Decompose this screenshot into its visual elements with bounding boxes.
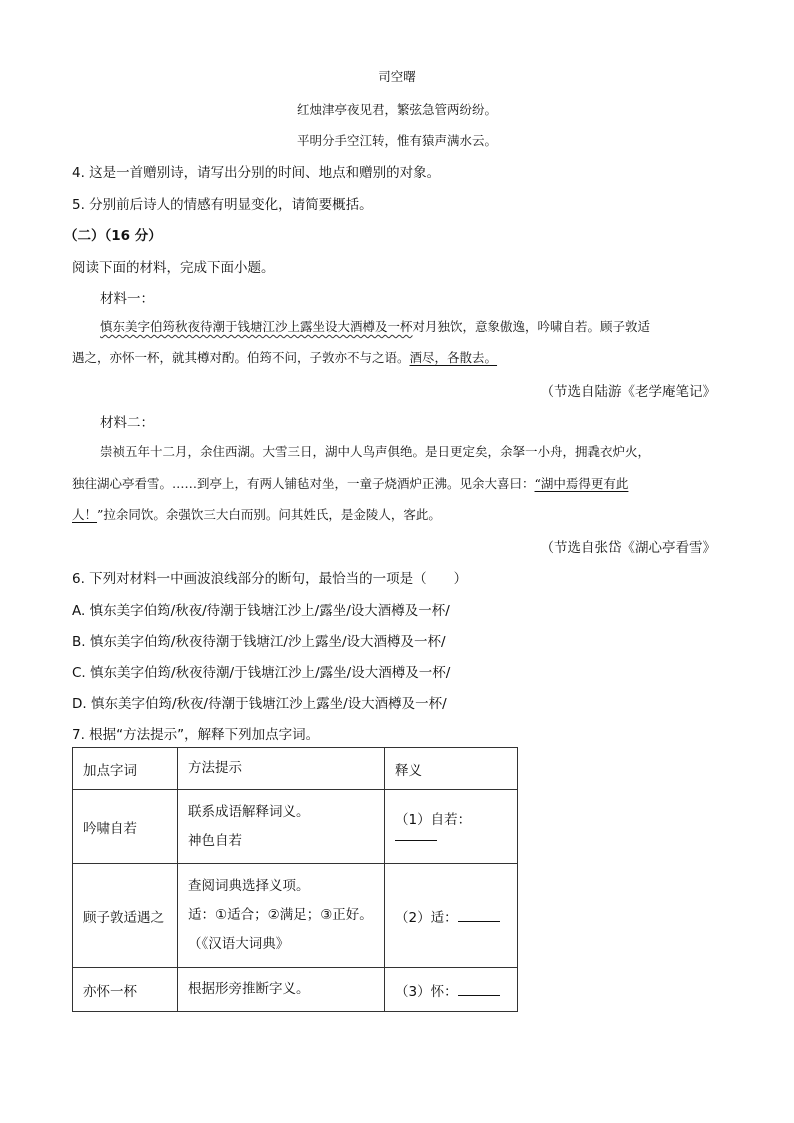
material-1-line-1-rest: 对月独饮，意象傲逸，吟啸自若。顾子敦适 <box>412 319 651 334</box>
answer-label: （3）怀： <box>395 983 458 1000</box>
material-2-line-2 <box>72 474 628 492</box>
hint-line: 神色自若 <box>188 832 242 849</box>
table-cell-word: 亦怀一杯 <box>73 968 178 1012</box>
hint-line: 根据形旁推断字义。 <box>188 981 310 997</box>
question-7-stem: 7. 根据“方法提示”，解释下列加点字词。 <box>72 727 320 743</box>
hint-line: 适：①适合；②满足；③正好。 <box>188 907 373 923</box>
material-2-line-3 <box>72 505 441 523</box>
section-intro: 阅读下面的材料，完成下面小题。 <box>72 260 275 276</box>
table-row <box>73 790 518 864</box>
material-1-wavy-text: 慎东美字伯筠秋夜待潮于钱塘江沙上露坐设大酒樽及一杯 <box>100 319 413 334</box>
answer-blank[interactable] <box>458 909 500 922</box>
material-2-source: （节选自张岱《湖心亭看雪》 <box>540 540 716 556</box>
table-cell-hint <box>178 864 385 968</box>
material-2-label: 材料二： <box>100 415 154 431</box>
table-cell-hint <box>178 968 385 1012</box>
question-6-option-b: B. 慎东美字伯筠/秋夜待潮于钱塘江/沙上露坐/设大酒樽及一杯/ <box>72 634 446 650</box>
answer-blank[interactable] <box>458 983 500 996</box>
material-2-line-1: 崇祯五年十二月，余住西湖。大雪三日，湖中人鸟声俱绝。是日更定矣，余拏一小舟，拥毳衣炉火， <box>100 444 651 459</box>
poem-line-2: 平明分手空江转，惟有猿声满水云。 <box>296 133 497 148</box>
question-6-option-a: A. 慎东美字伯筠/秋夜/待潮于钱塘江沙上/露坐/设大酒樽及一杯/ <box>72 603 450 619</box>
table-cell-answer <box>385 790 518 864</box>
hint-line: （《汉语大词典》 <box>188 936 290 952</box>
poem-author: 司空曙 <box>378 69 416 84</box>
answer-label: （1）自若： <box>395 812 472 828</box>
question-5: 5. 分别前后诗人的情感有明显变化，请简要概括。 <box>72 197 373 213</box>
table-header-row <box>73 748 518 790</box>
table-cell-answer <box>385 864 518 968</box>
poem-line-1: 红烛津亭夜见君，繁弦急管两纷纷。 <box>296 102 497 117</box>
table-header-hint: 方法提示 <box>178 748 385 790</box>
table-cell-answer <box>385 968 518 1012</box>
table-row <box>73 968 518 1012</box>
answer-blank[interactable] <box>395 828 437 841</box>
table-header-meaning: 释义 <box>385 748 518 790</box>
question-6-stem: 6. 下列对材料一中画波浪线部分的断句，最恰当的一项是（ ） <box>72 571 468 587</box>
hint-line: 查阅词典选择义项。 <box>188 878 310 894</box>
question-6-option-c: C. 慎东美字伯筠/秋夜待潮/于钱塘江沙上/露坐/设大酒樽及一杯/ <box>72 665 451 681</box>
hint-line: 联系成语解释词义。 <box>188 803 310 820</box>
question-7-table <box>72 747 518 1012</box>
table-cell-word: 吟啸自若 <box>73 790 178 864</box>
section-heading: （二）（16 分） <box>64 228 162 244</box>
table-cell-word: 顾子敦适遇之 <box>73 864 178 968</box>
question-4: 4. 这是一首赠别诗，请写出分别的时间、地点和赠别的对象。 <box>72 165 441 181</box>
material-1-source: （节选自陆游《老学庵笔记》 <box>540 384 716 400</box>
table-header-word: 加点字词 <box>73 748 178 790</box>
material-1-line-2-text: 遇之，亦怀一杯，就其樽对酌。伯筠不问，子敦亦不与之语。 <box>72 350 410 365</box>
material-1-underlined-text: 酒尽，各散去。 <box>409 350 498 365</box>
material-1-label: 材料一： <box>100 291 154 307</box>
material-2-line-2-text: 独往湖心亭看雪。……到亭上，有两人铺毡对坐，一童子烧酒炉正沸。见余大喜曰： <box>72 476 535 491</box>
material-2-underlined-text-a: “湖中焉得更有此 <box>534 476 629 491</box>
material-2-underlined-text-b: 人！ <box>72 507 98 522</box>
question-6-option-d: D. 慎东美字伯筠/秋夜/待潮于钱塘江沙上露坐/设大酒樽及一杯/ <box>72 696 447 712</box>
table-cell-hint <box>178 790 385 864</box>
material-1-line-1 <box>100 317 650 335</box>
material-1-line-2 <box>72 348 497 366</box>
material-2-line-3-rest: ”拉余同饮。余强饮三大白而别。问其姓氏，是金陵人，客此。 <box>97 507 441 522</box>
answer-label: （2）适： <box>395 909 458 926</box>
table-row <box>73 864 518 968</box>
